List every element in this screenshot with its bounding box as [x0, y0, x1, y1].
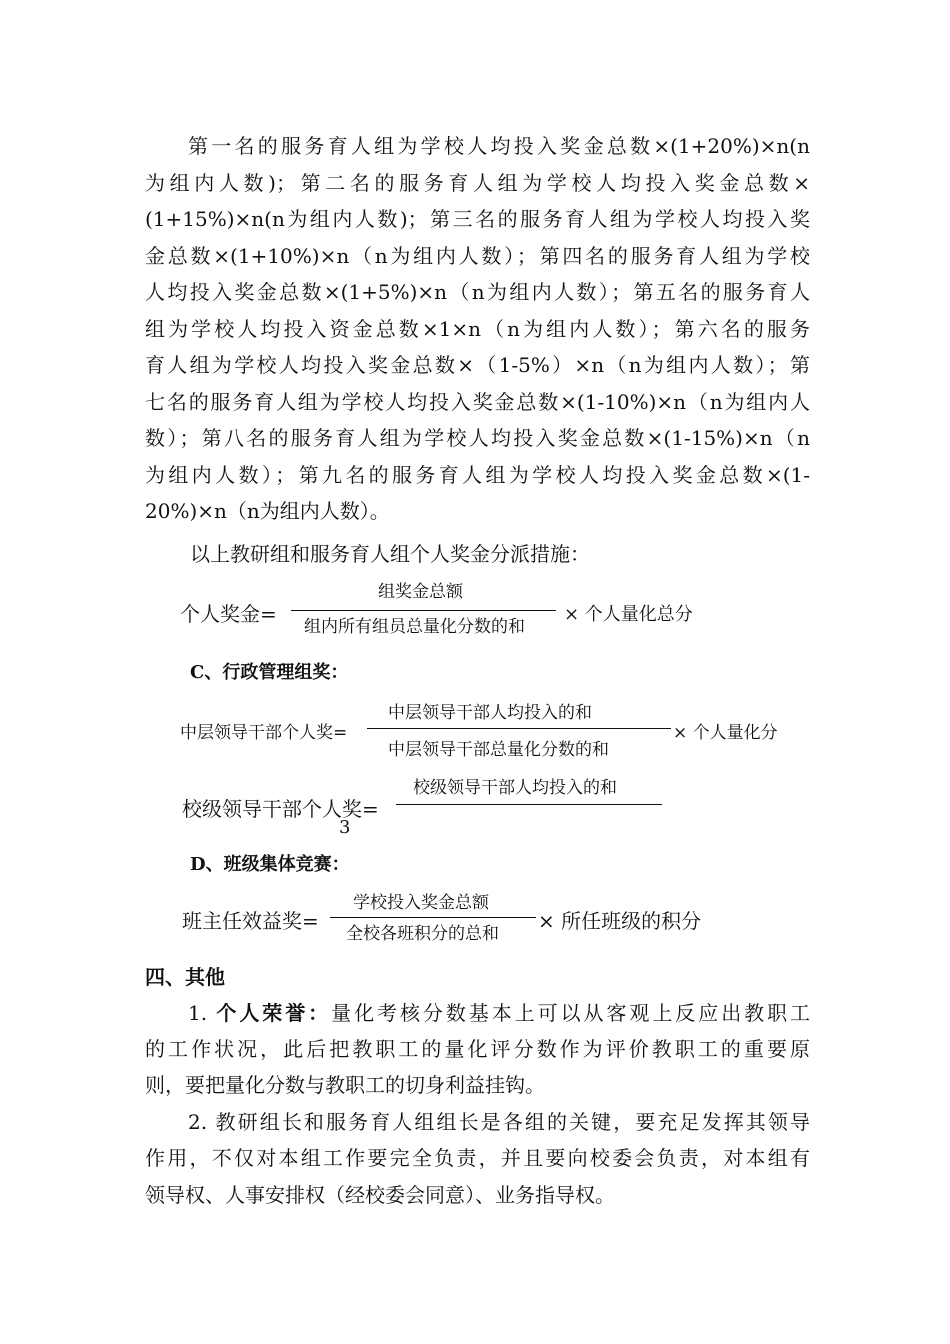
fraction-bar: [330, 917, 536, 918]
formula-rhs: × 所任班级的积分: [538, 909, 702, 933]
formula-rhs: × 个人量化总分: [564, 604, 693, 625]
text-line: 为组内人数）；第九名的服务育人组为学校人均投入奖金总数×(1-: [145, 463, 810, 487]
formula-numerator: 中层领导干部人均投入的和: [388, 703, 592, 723]
text-line: (1+15%)×n(n为组内人数)；第三名的服务育人组为学校人均投入奖: [145, 207, 810, 231]
section-c-heading: C、行政管理组奖：: [190, 662, 349, 683]
formula-denominator: 全校各班积分的总和: [346, 924, 499, 944]
formula-lhs: 班主任效益奖=: [182, 909, 319, 933]
section-4-heading: 四、其他: [145, 965, 225, 989]
item-text: 量化考核分数基本上可以从客观上反应出教职工: [331, 1001, 811, 1025]
text-line: 金总数×(1+10%)×n（n为组内人数）；第四名的服务育人组为学校: [145, 244, 810, 268]
formula-denominator: 中层领导干部总量化分数的和: [388, 740, 609, 760]
text-line: 则，要把量化分数与教职工的切身利益挂钩。: [145, 1073, 545, 1097]
text-line: 2. 教研组长和服务育人组组长是各组的关键，要充足发挥其领导: [188, 1110, 810, 1134]
formula-rhs: × 个人量化分: [673, 723, 778, 743]
formula-denominator: 组内所有组员总量化分数的和: [304, 617, 525, 637]
text-line: 20%)×n（n为组内人数）。: [145, 499, 390, 523]
formula-numerator: 校级领导干部人均投入的和: [413, 778, 617, 798]
fraction-bar: [291, 610, 556, 611]
formula-lhs: 个人奖金=: [180, 602, 277, 626]
fraction-bar: [396, 804, 662, 805]
section-d-heading: D、班级集体竞赛：: [190, 854, 350, 875]
formula-lhs: 校级领导干部个人奖=: [182, 797, 379, 821]
text-line: 组为学校人均投入资金总数×1×n（n为组内人数）；第六名的服务: [145, 317, 810, 341]
formula-numerator: 组奖金总额: [378, 582, 463, 602]
formula-denominator: 3: [339, 817, 351, 838]
text-line: 的工作状况，此后把教职工的量化评分数作为评价教职工的重要原: [145, 1037, 810, 1061]
text-line: 为组内人数)；第二名的服务育人组为学校人均投入奖金总数×: [145, 171, 810, 195]
fraction-bar: [367, 728, 671, 729]
formula-numerator: 学校投入奖金总额: [353, 893, 489, 913]
text-line: 数）；第八名的服务育人组为学校人均投入奖金总数×(1-15%)×n（n: [145, 426, 810, 450]
text-line: 人均投入奖金总数×(1+5%)×n（n为组内人数）；第五名的服务育人: [145, 280, 810, 304]
text-line: [188, 997, 810, 1026]
text-line: 育人组为学校人均投入奖金总数×（1-5%）×n（n为组内人数）；第: [145, 353, 810, 377]
intro-line: 以上教研组和服务育人组个人奖金分派措施：: [190, 542, 590, 566]
item-title: 个人荣誉：: [216, 1001, 332, 1025]
text-line: 第一名的服务育人组为学校人均投入奖金总数×(1+20%)×n(n: [188, 134, 810, 158]
text-line: 领导权、人事安排权（经校委会同意）、业务指导权。: [145, 1183, 615, 1207]
formula-lhs: 中层领导干部个人奖=: [180, 723, 348, 743]
item-number: 1.: [188, 1001, 208, 1025]
text-line: 作用，不仅对本组工作要完全负责，并且要向校委会负责，对本组有: [145, 1146, 810, 1170]
text-line: 七名的服务育人组为学校人均投入奖金总数×(1-10%)×n（n为组内人: [145, 390, 810, 414]
